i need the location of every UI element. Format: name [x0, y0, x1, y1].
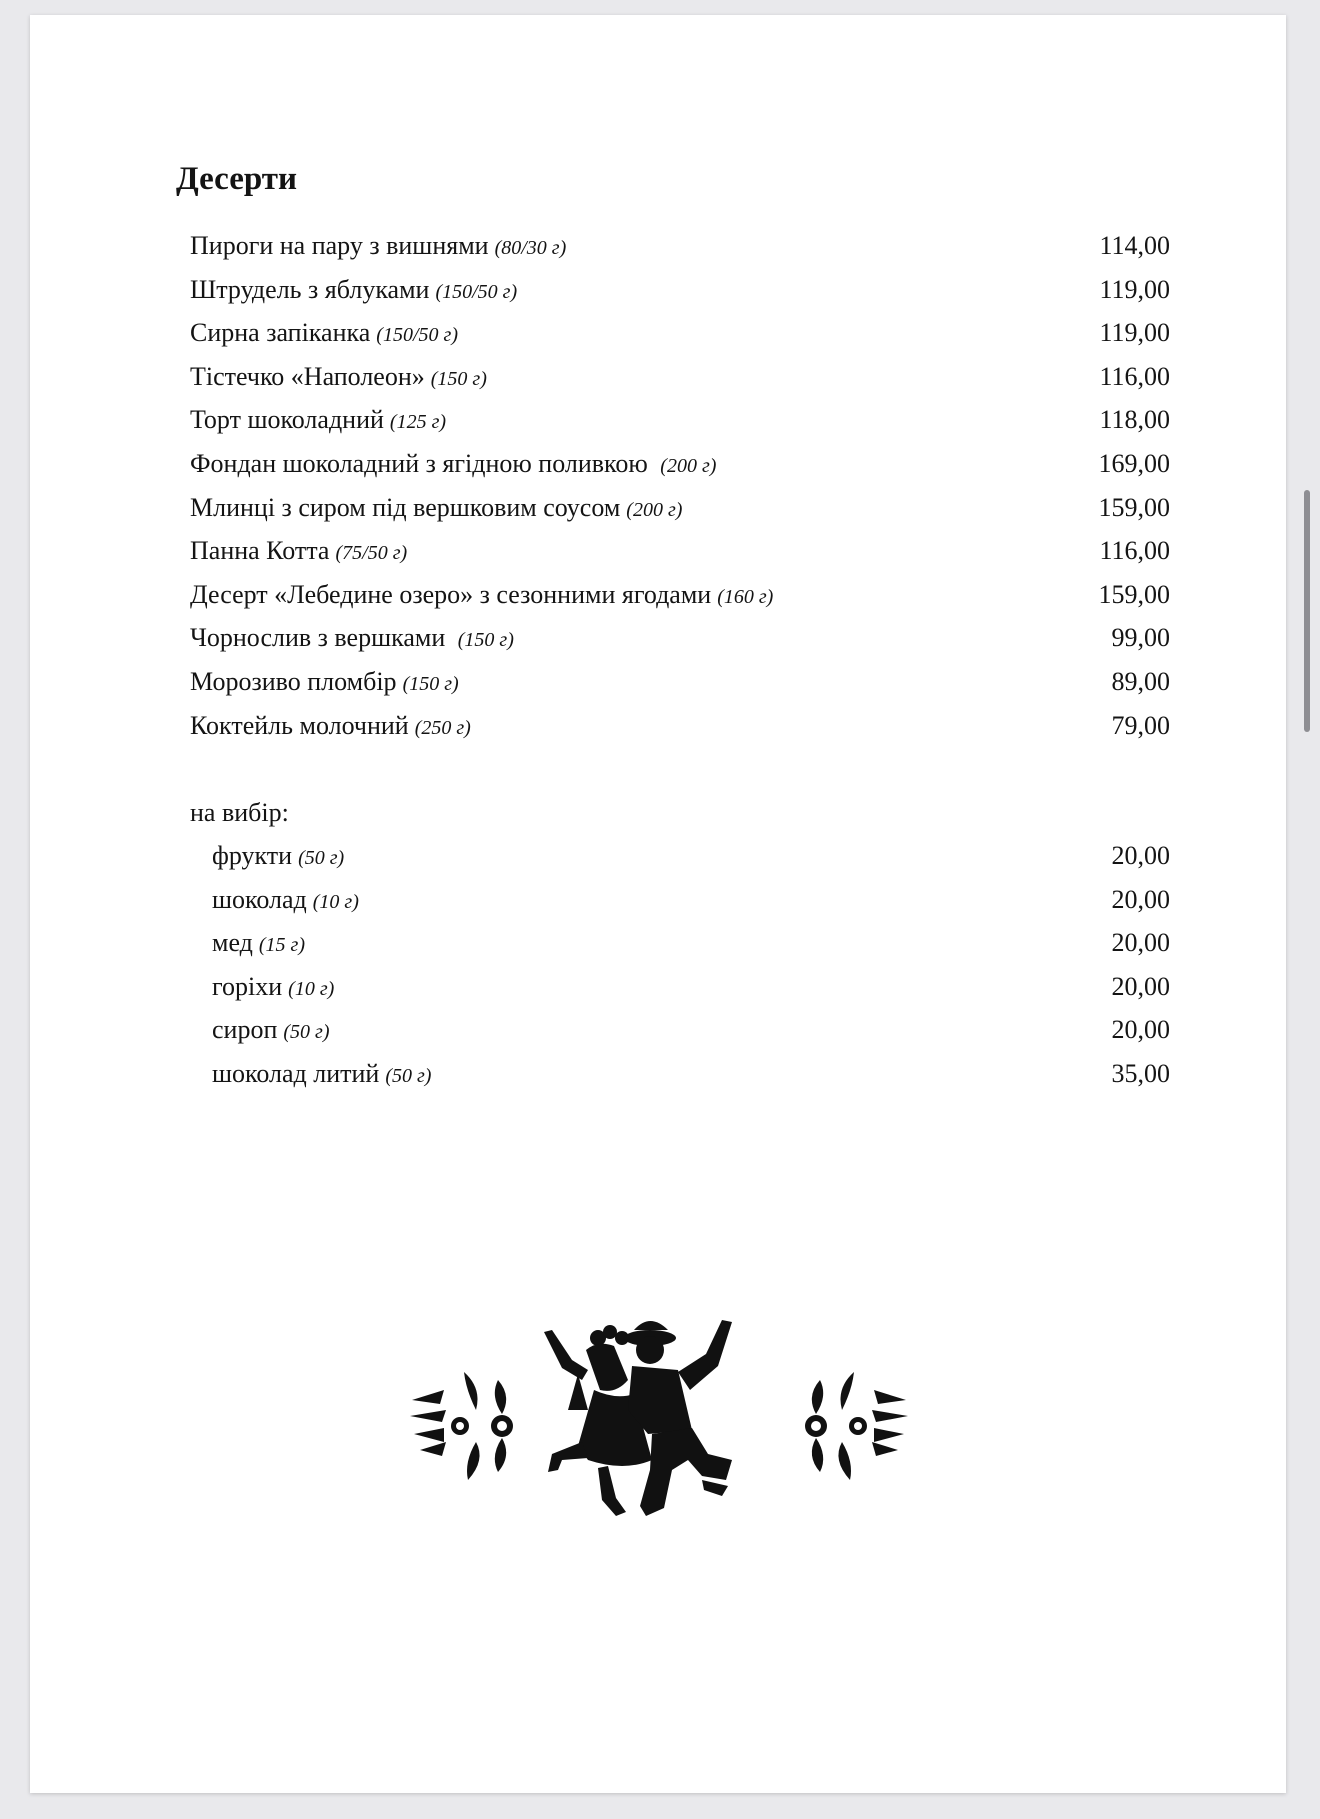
item-price: 159,00	[1098, 492, 1170, 522]
item-weight: (125 г)	[389, 411, 447, 434]
left-flower-ornament-icon	[410, 1372, 513, 1480]
item-name: сироп	[212, 1015, 278, 1045]
item-weight: (75/50 г)	[335, 542, 408, 565]
extra-item	[190, 884, 1170, 931]
menu-item	[190, 492, 1170, 539]
item-name: фрукти	[212, 841, 293, 870]
item-weight: (200 г)	[626, 498, 683, 521]
item-price: 118,00	[1099, 405, 1170, 435]
item-price: 20,00	[1111, 928, 1170, 958]
item-weight: (250 г)	[414, 716, 471, 739]
item-weight: (150 г)	[457, 629, 514, 652]
item-name: мед	[212, 928, 253, 958]
item-price: 35,00	[1111, 1058, 1170, 1088]
item-weight: (10 г)	[288, 977, 335, 1000]
item-name: Морозиво пломбір	[190, 666, 397, 696]
item-name: Тістечко «Наполеон»	[190, 361, 425, 391]
item-price: 79,00	[1111, 710, 1170, 740]
extra-item	[190, 971, 1170, 1018]
item-name: Торт шоколадний	[190, 405, 384, 435]
dancing-couple-folk-ornament-icon	[402, 1310, 916, 1540]
item-name: Чорнослив з вершками	[190, 623, 452, 653]
item-name: шоколад литий	[212, 1058, 380, 1088]
item-weight: (50 г)	[298, 847, 345, 869]
item-weight: (150/50 г)	[435, 280, 518, 303]
menu-item	[190, 233, 1170, 277]
item-name: Сирна запіканка	[190, 318, 371, 348]
menu-item	[190, 666, 1170, 713]
extra-item	[190, 1058, 1170, 1105]
item-price: 99,00	[1111, 623, 1170, 653]
item-price: 119,00	[1099, 274, 1170, 304]
item-price: 20,00	[1111, 971, 1170, 1001]
menu-item	[190, 361, 1170, 408]
extra-item	[190, 843, 1170, 887]
scrollbar[interactable]	[1304, 490, 1310, 732]
item-price: 169,00	[1098, 448, 1170, 478]
menu-item	[190, 625, 1170, 669]
extra-item	[190, 1017, 1170, 1061]
item-price: 116,00	[1099, 536, 1170, 566]
item-name: Млинці з сиром під вершковим соусом	[190, 492, 621, 522]
extra-item	[190, 930, 1170, 974]
dessert-list	[190, 233, 1170, 756]
item-name: Штрудель з яблуками	[190, 274, 430, 304]
item-name: Фондан шоколадний з ягідною поливкою	[190, 448, 655, 478]
section-title: Десерти	[176, 161, 297, 197]
item-weight: (200 г)	[660, 454, 717, 477]
item-weight: (150 г)	[402, 672, 459, 695]
item-weight: (15 г)	[258, 934, 306, 957]
item-price: 114,00	[1099, 231, 1170, 260]
item-price: 20,00	[1111, 841, 1170, 870]
menu-item	[190, 320, 1170, 364]
item-price: 119,00	[1099, 318, 1170, 348]
menu-item	[190, 448, 1170, 495]
right-flower-ornament-icon	[805, 1372, 908, 1480]
menu-item	[190, 579, 1170, 626]
item-price: 20,00	[1111, 884, 1170, 914]
item-name: горіхи	[212, 971, 283, 1001]
menu-item	[190, 274, 1170, 321]
item-name: Пироги на пару з вишнями	[190, 231, 489, 260]
menu-page	[30, 15, 1286, 1793]
item-weight: (80/30 г)	[494, 237, 567, 259]
item-name: шоколад	[212, 884, 307, 914]
item-weight: (50 г)	[385, 1064, 432, 1087]
item-name: Десерт «Лебедине озеро» з сезонними ягодами	[190, 579, 712, 609]
item-price: 159,00	[1098, 579, 1170, 609]
item-name: Панна Котта	[190, 536, 330, 566]
dancing-couple-figure	[544, 1320, 732, 1516]
item-price: 89,00	[1111, 666, 1170, 696]
item-weight: (150/50 г)	[376, 324, 458, 347]
extras-list	[190, 843, 1170, 1105]
item-weight: (10 г)	[312, 890, 359, 913]
item-price: 116,00	[1099, 361, 1170, 391]
item-price: 20,00	[1111, 1015, 1170, 1045]
extras-label: на вибір:	[190, 798, 289, 827]
menu-item	[190, 710, 1170, 757]
item-name: Коктейль молочний	[190, 710, 409, 740]
menu-item	[190, 407, 1170, 451]
item-weight: (50 г)	[283, 1021, 330, 1044]
item-weight: (150 г)	[430, 367, 487, 390]
item-weight: (160 г)	[717, 585, 774, 608]
menu-item	[190, 538, 1170, 582]
